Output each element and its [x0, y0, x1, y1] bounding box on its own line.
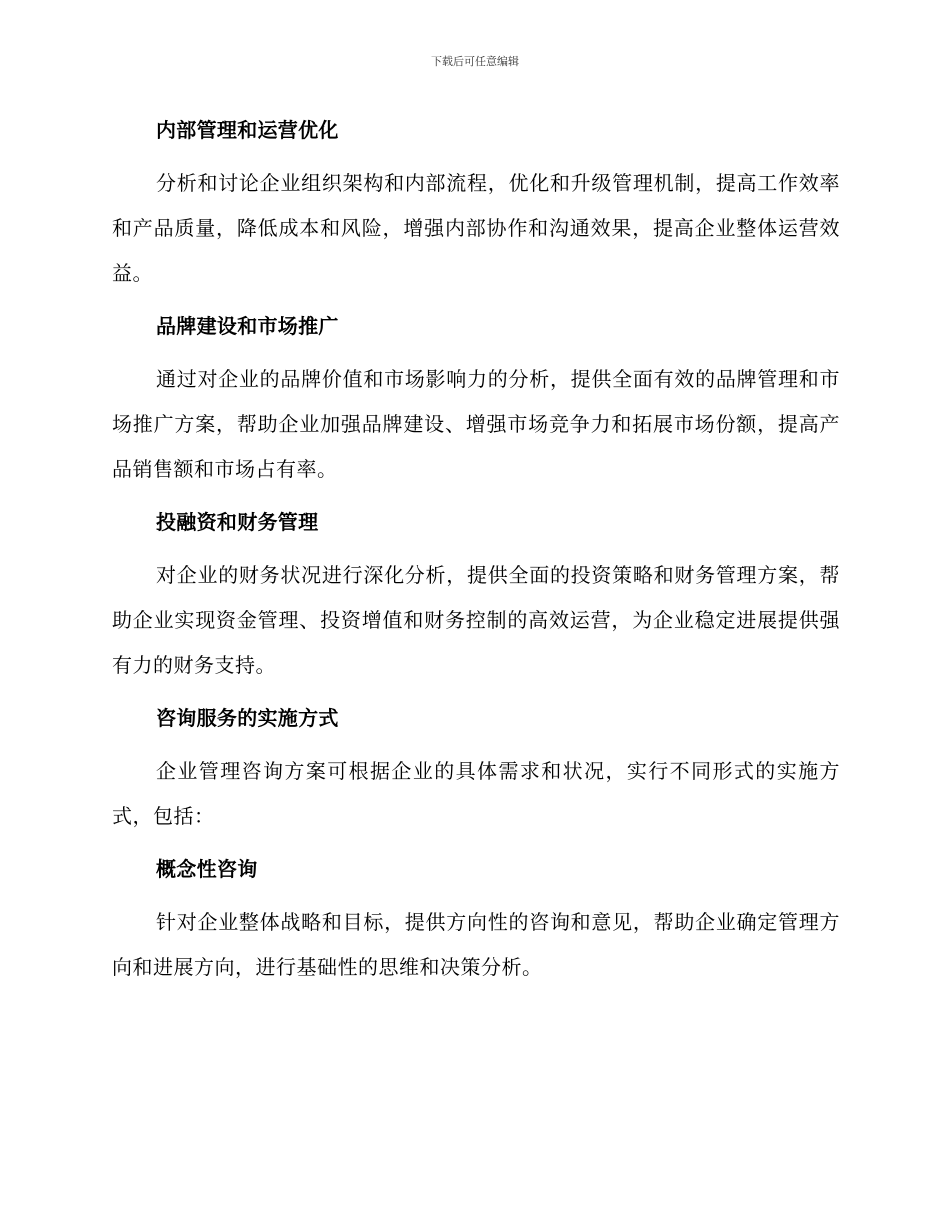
section-body-financing: 对企业的财务状况进行深化分析，提供全面的投资策略和财务管理方案，帮助企业实现资金管理、投资增值和财务控制的高效运营，为企业稳定进展提供强有力的财务支持。	[112, 563, 840, 677]
section-heading-brand-building: 品牌建设和市场推广	[156, 314, 339, 338]
document-content	[112, 110, 840, 990]
page-header-note: 下载后可任意编辑	[431, 55, 519, 68]
section-heading-conceptual-consulting: 概念性咨询	[156, 857, 258, 881]
section-body-brand-building: 通过对企业的品牌价值和市场影响力的分析，提供全面有效的品牌管理和市场推广方案，帮助企业加强品牌建设、增强市场竞争力和拓展市场份额，提高产品销售额和市场占有率。	[112, 367, 840, 481]
section-body-conceptual-consulting: 针对企业整体战略和目标，提供方向性的咨询和意见，帮助企业确定管理方向和进展方向，进行基础性的思维和决策分析。	[112, 910, 840, 979]
section-heading-internal-management: 内部管理和运营优化	[156, 118, 339, 142]
section-body-internal-management: 分析和讨论企业组织架构和内部流程，优化和升级管理机制，提高工作效率和产品质量，降低成本和风险，增强内部协作和沟通效果，提高企业整体运营效益。	[112, 171, 840, 285]
section-body-implementation: 企业管理咨询方案可根据企业的具体需求和状况，实行不同形式的实施方式，包括：	[112, 759, 840, 828]
section-heading-implementation: 咨询服务的实施方式	[156, 706, 339, 730]
section-heading-financing: 投融资和财务管理	[156, 510, 319, 534]
